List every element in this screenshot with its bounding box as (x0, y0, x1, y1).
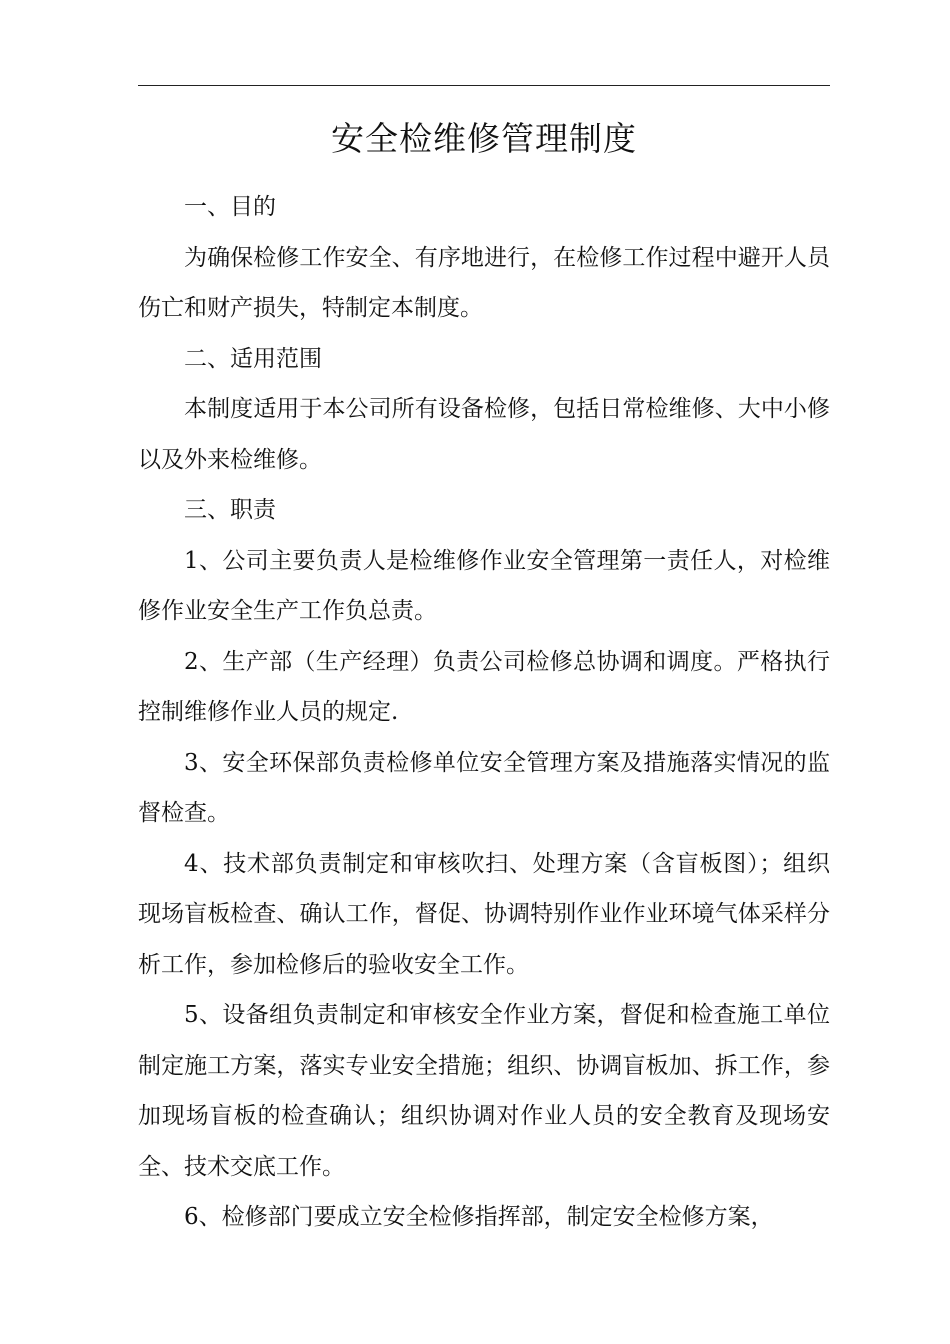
paragraph-purpose: 为确保检修工作安全、有序地进行，在检修工作过程中避开人员伤亡和财产损失，特制定本制度。 (138, 244, 830, 321)
paragraph-item-2: 2、生产部（生产经理）负责公司检修总协调和调度。严格执行控制维修作业人员的规定. (138, 648, 830, 725)
section-heading-purpose: 一、目的 (184, 194, 276, 220)
header-rule (138, 85, 830, 86)
paragraph-item-6: 6、检修部门要成立安全检修指挥部，制定安全检修方案， (184, 1204, 774, 1230)
paragraph-item-5: 5、设备组负责制定和审核安全作业方案，督促和检查施工单位制定施工方案，落实专业安全措施；组织、协调盲板加、拆工作，参加现场盲板的检查确认；组织协调对作业人员的安全教育及现场安全、技术交底工作。 (138, 1002, 830, 1180)
section-heading-responsibilities: 三、职责 (184, 497, 276, 523)
document-title: 安全检维修管理制度 (331, 119, 637, 158)
paragraph-item-4: 4、技术部负责制定和审核吹扫、处理方案（含盲板图）；组织现场盲板检查、确认工作，督促、协调特别作业作业环境气体采样分析工作，参加检修后的验收安全工作。 (138, 850, 830, 978)
paragraph-item-3: 3、安全环保部负责检修单位安全管理方案及措施落实情况的监督检查。 (138, 749, 830, 826)
document-body (138, 182, 830, 1243)
paragraph-scope: 本制度适用于本公司所有设备检修，包括日常检维修、大中小修以及外来检维修。 (138, 396, 830, 473)
section-heading-scope: 二、适用范围 (184, 345, 322, 372)
paragraph-item-1: 1、公司主要负责人是检维修作业安全管理第一责任人，对检维修作业安全生产工作负总责。 (138, 547, 830, 624)
